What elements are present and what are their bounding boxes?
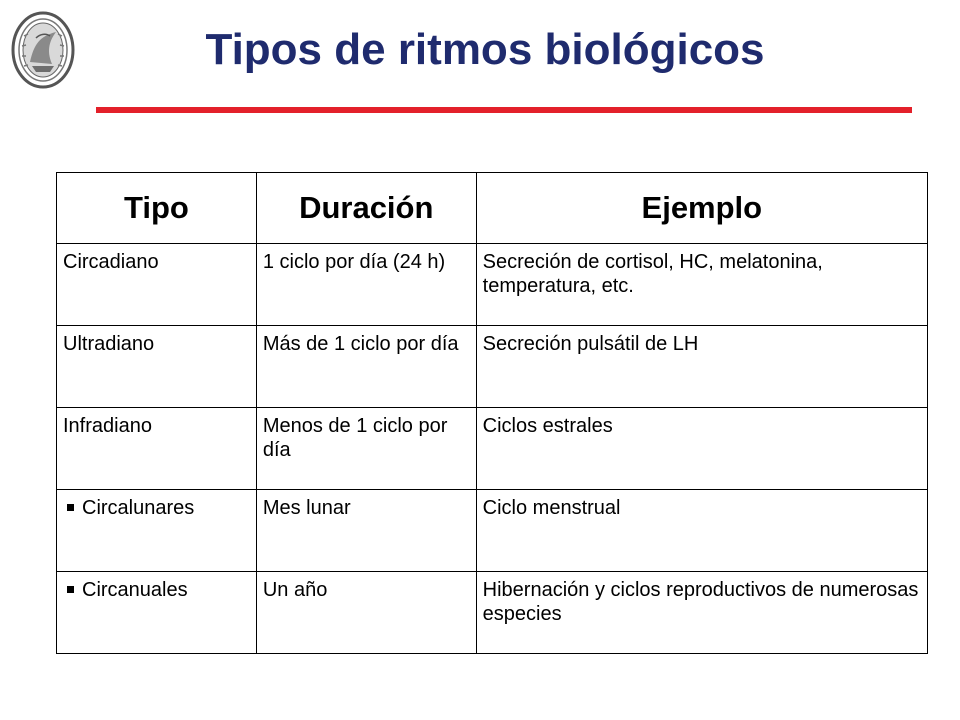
- cell-duration: Menos de 1 ciclo por día: [256, 408, 476, 490]
- seal-graphic: [10, 10, 76, 90]
- cell-type: [57, 408, 257, 490]
- type-label: Circadiano: [63, 251, 159, 273]
- cell-example: Secreción de cortisol, HC, melatonina, temperatura, etc.: [476, 244, 927, 326]
- cell-example: Hibernación y ciclos reproductivos de numerosas especies: [476, 572, 927, 654]
- square-bullet-icon: [67, 586, 74, 593]
- header-tipo: Tipo: [57, 173, 257, 244]
- type-label: Circalunares: [82, 497, 195, 519]
- biological-rhythms-table: [56, 172, 928, 654]
- cell-duration: Mes lunar: [256, 490, 476, 572]
- table-row: [57, 326, 928, 408]
- type-label: Ultradiano: [63, 333, 155, 355]
- table-row: [57, 244, 928, 326]
- table-row: [57, 490, 928, 572]
- cell-duration: 1 ciclo por día (24 h): [256, 244, 476, 326]
- slide-title: Tipos de ritmos biológicos: [205, 25, 765, 74]
- cell-duration: Más de 1 ciclo por día: [256, 326, 476, 408]
- header-ejemplo: Ejemplo: [476, 173, 927, 244]
- header-duracion: Duración: [256, 173, 476, 244]
- table-row: [57, 572, 928, 654]
- cell-example: Ciclo menstrual: [476, 490, 927, 572]
- cell-example: Secreción pulsátil de LH: [476, 326, 927, 408]
- cell-example: Ciclos estrales: [476, 408, 927, 490]
- type-label: Circanuales: [82, 579, 188, 601]
- university-seal-icon: [10, 10, 76, 90]
- cell-duration: Un año: [256, 572, 476, 654]
- cell-type: [57, 572, 257, 654]
- table-header-row: [57, 173, 928, 244]
- cell-type: [57, 490, 257, 572]
- square-bullet-icon: [67, 504, 74, 511]
- title-underline: [96, 107, 912, 113]
- table-row: [57, 408, 928, 490]
- cell-type: [57, 326, 257, 408]
- type-label: Infradiano: [63, 415, 152, 437]
- cell-type: [57, 244, 257, 326]
